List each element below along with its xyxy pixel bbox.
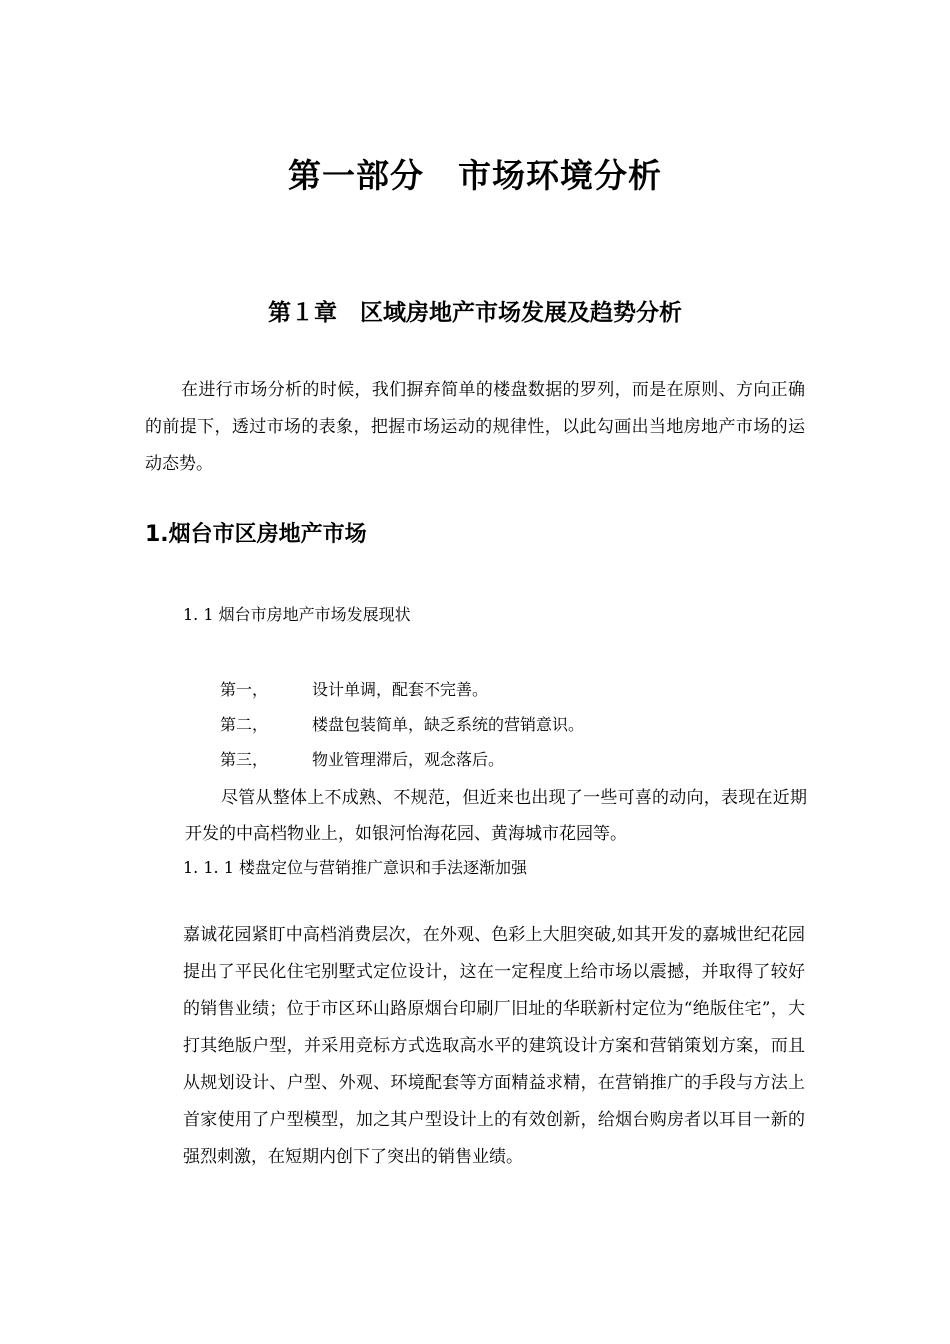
list-item-text: 物业管理滞后，观念落后。 [312, 750, 505, 769]
list-item-label: 第二， [220, 715, 269, 734]
intro-paragraph: 在进行市场分析的时候，我们摒弃简单的楼盘数据的罗列，而是在原则、方向正确的前提下，透过市场的表象，把握市场运动的规律性，以此勾画出当地房地产市场的运动态势。 [145, 380, 805, 474]
list-item-label: 第三， [220, 750, 269, 769]
list-item-label: 第一， [220, 680, 269, 699]
issue-list [220, 671, 584, 776]
subsubsection-title: 1. 1. 1 楼盘定位与营销推广意识和手法逐渐加强 [183, 858, 527, 877]
list-item-text: 设计单调，配套不完善。 [312, 680, 489, 699]
list-item-text: 楼盘包装简单，缺乏系统的营销意识。 [312, 715, 585, 734]
subsection-title: 1. 1 烟台市房地产市场发展现状 [183, 605, 411, 624]
part-title: 第一部分 市场环境分析 [288, 156, 662, 195]
list-item [220, 741, 584, 776]
body-paragraph: 嘉诚花园紧盯中高档消费层次，在外观、色彩上大胆突破,如其开发的嘉城世纪花园提出了平民化住宅别墅式定位设计，这在一定程度上给市场以震撼，并取得了较好的销售业绩；位于市区环山路原烟台印刷厂旧址的华联新村定位为“绝版住宅”，大打其绝版户型，并采用竞标方式选取高水平的建筑设计方案和营销策划方案，而且从规划设计、户型、外观、环境配套等方面精益求精，在营销推广的手段与方法上首家使用了户型模型，加之其户型设计上的有效创新，给烟台购房者以耳目一新的强烈刺激，在短期内创下了突出的销售业绩。 [183, 925, 805, 1167]
list-item [220, 706, 584, 741]
list-item [220, 671, 584, 706]
note-paragraph: 尽管从整体上不成熟、不规范，但近来也出现了一些可喜的动向，表现在近期开发的中高档物业上，如银河怡海花园、黄海城市花园等。 [185, 788, 807, 844]
section-title: 1.烟台市区房地产市场 [145, 522, 367, 547]
chapter-title: 第１章 区域房地产市场发展及趋势分析 [268, 300, 682, 326]
